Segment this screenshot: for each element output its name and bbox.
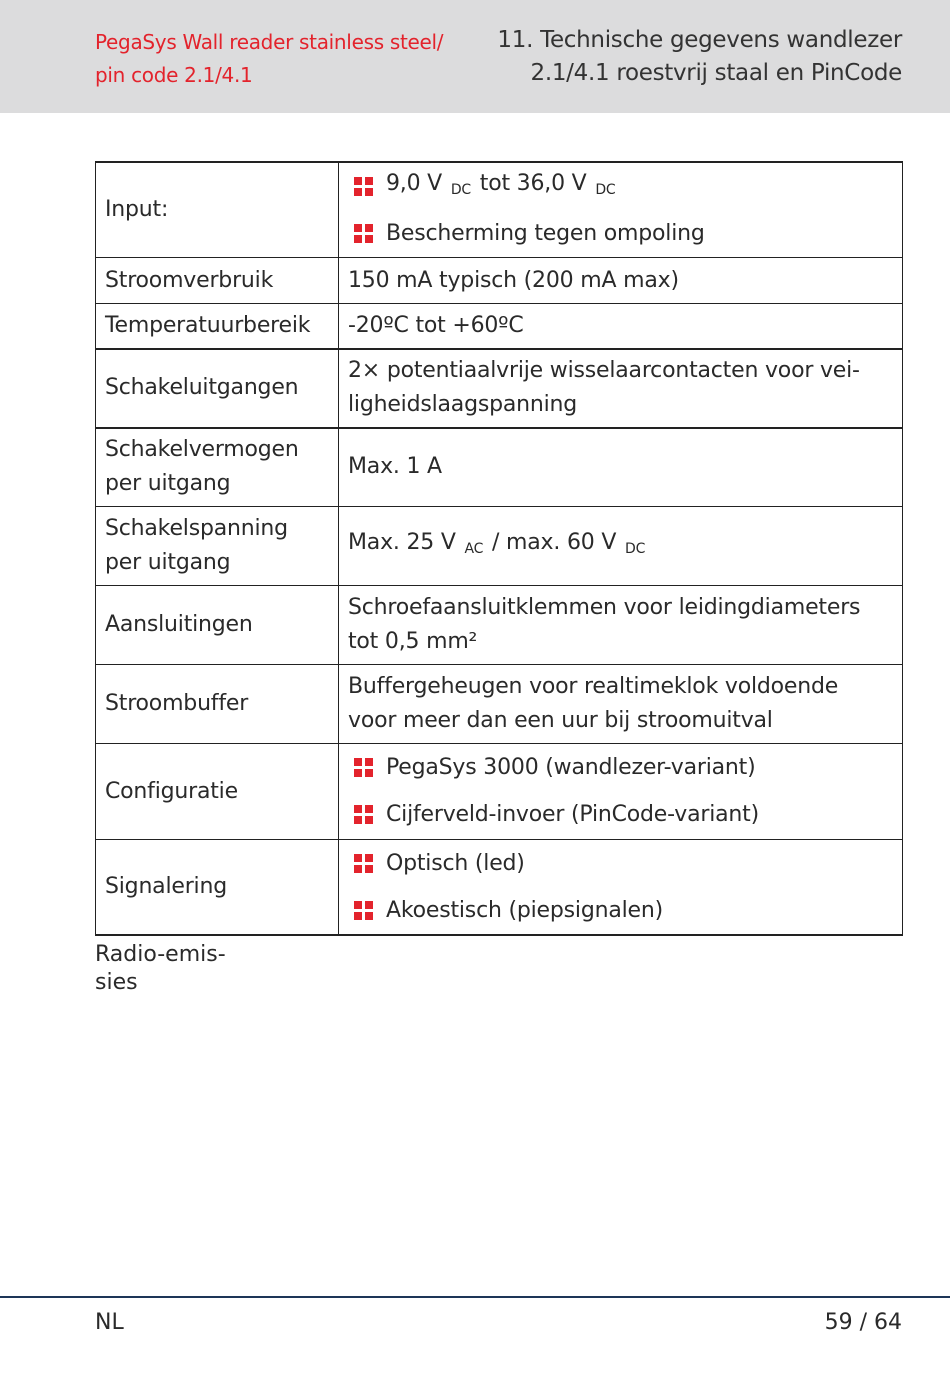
list-item: [348, 887, 893, 934]
list-item-text: Optisch (led): [386, 850, 525, 876]
table-row-input: [96, 162, 903, 258]
row-value: Schroefaansluitklemmen voor leidingdiameters tot 0,5 mm²: [339, 586, 903, 665]
list-item-text: 9,0 V $_{DC}$ tot 36,0 V $_{DC}$: [386, 170, 616, 198]
bullet-icon: [354, 854, 374, 874]
row-label: Schakeluitgangen: [96, 349, 339, 428]
list-item-text: Bescherming tegen ompoling: [386, 220, 705, 246]
list-item-text: Akoestisch (piepsignalen): [386, 897, 663, 923]
row-value: -20ºC tot +60ºC: [339, 304, 903, 349]
page-header: [0, 0, 950, 113]
list-item: [348, 210, 893, 257]
header-section-title-line2: 2.1/4.1 roestvrij staal en PinCode: [530, 60, 902, 86]
table-row-schakeluitgangen: [96, 349, 903, 428]
row-value: Buffergeheugen voor realtimeklok voldoende voor meer dan een uur bij stroomuitval: [339, 665, 903, 744]
table-row-schakelspanning: [96, 507, 903, 586]
row-value: 150 mA typisch (200 mA max): [339, 258, 903, 304]
table-row-configuratie: [96, 744, 903, 840]
table-row-stroombuffer: [96, 665, 903, 744]
row-value: [339, 744, 903, 840]
header-product-title-line1: PegaSys Wall reader stainless steel/: [95, 30, 444, 54]
table-row-schakelvermogen: [96, 428, 903, 507]
list-item: [348, 792, 893, 839]
page-number: 59 / 64: [824, 1310, 902, 1335]
list-item-text: PegaSys 3000 (wandlezer-variant): [386, 755, 756, 780]
table-row-stroomverbruik: [96, 258, 903, 304]
row-value: 2× potentiaalvrije wisselaarcontacten voor vei- ligheidslaagspanning: [339, 349, 903, 428]
header-section-title-line1: 11. Technische gegevens wandlezer: [497, 27, 902, 53]
bullet-icon: [354, 758, 374, 778]
row-value: [339, 840, 903, 936]
radio-emissies-label: Radio-emis- sies: [95, 942, 226, 995]
row-label: Schakelvermogen per uitgang: [96, 428, 339, 507]
bullet-icon: [354, 177, 374, 197]
table-row-temperatuur: [96, 304, 903, 349]
header-product-title: [95, 26, 495, 92]
row-label: Temperatuurbereik: [96, 304, 339, 349]
row-label: Signalering: [96, 840, 339, 936]
bullet-icon: [354, 224, 374, 244]
row-label: Schakelspanning per uitgang: [96, 507, 339, 586]
row-label: Stroomverbruik: [96, 258, 339, 304]
header-product-title-line2: pin code 2.1/4.1: [95, 63, 253, 87]
table-row-aansluitingen: [96, 586, 903, 665]
list-item-text: Cijferveld-invoer (PinCode-variant): [386, 802, 759, 827]
header-section-title: [472, 24, 902, 90]
spec-table: [95, 161, 903, 936]
table-row-signalering: [96, 840, 903, 936]
footer-language: NL: [95, 1310, 124, 1335]
row-label: Configuratie: [96, 744, 339, 840]
row-value: Max. 25 V $_{AC}$ / max. 60 V $_{DC}$: [339, 507, 903, 586]
list-item: [348, 745, 893, 792]
bullet-icon: [354, 805, 374, 825]
bullet-icon: [354, 901, 374, 921]
row-label: Input:: [96, 162, 339, 258]
footer-divider: [0, 1296, 950, 1298]
row-value: [339, 162, 903, 258]
row-label: Stroombuffer: [96, 665, 339, 744]
row-value: Max. 1 A: [339, 428, 903, 507]
row-label: Aansluitingen: [96, 586, 339, 665]
list-item: [348, 840, 893, 887]
list-item: [348, 163, 893, 210]
